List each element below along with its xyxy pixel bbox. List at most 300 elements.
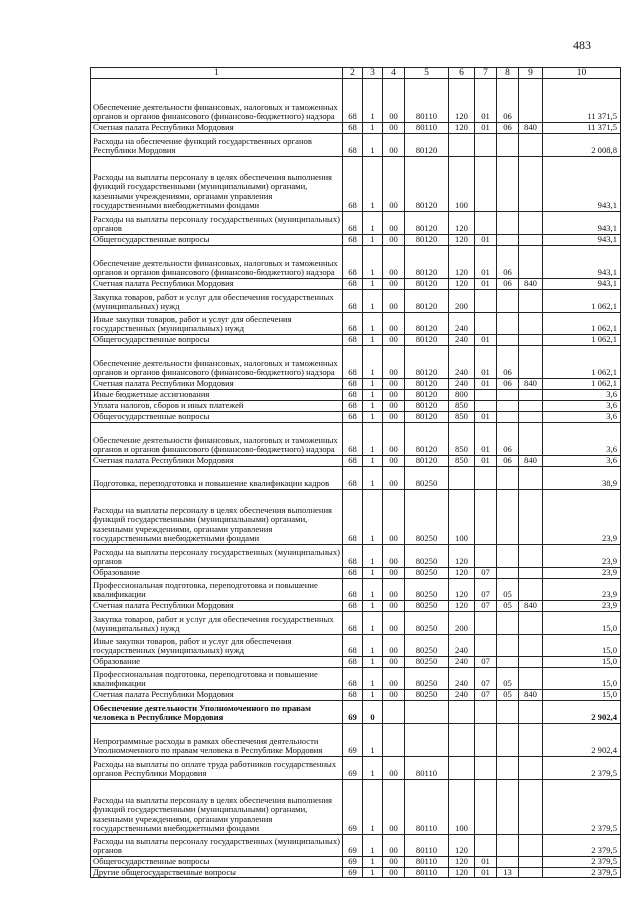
code-cell: 1 (363, 635, 383, 657)
row-name: Образование (91, 568, 343, 579)
amount-cell: 2 379,5 (543, 835, 621, 857)
table-row (91, 635, 621, 657)
amount-cell: 2 379,5 (543, 867, 621, 878)
code-cell (519, 612, 543, 635)
code-cell: 00 (383, 235, 405, 246)
code-cell: 01 (475, 235, 497, 246)
code-cell: 1 (363, 601, 383, 612)
row-name: Расходы на выплаты персоналу государственных (муниципальных) органов (91, 545, 343, 568)
row-name: Расходы на выплаты персоналу в целях обеспечения выполнения функций государственными (муниципальными) органами, казенными учреждениями, органами управления государственными внебюджетными фондами (91, 780, 343, 835)
code-cell (519, 835, 543, 857)
code-cell: 120 (449, 857, 475, 868)
code-cell (475, 467, 497, 490)
code-cell (497, 212, 519, 235)
code-cell: 00 (383, 313, 405, 335)
amount-cell: 3,6 (543, 412, 621, 423)
table-row (91, 123, 621, 134)
code-cell: 69 (343, 857, 363, 868)
table-row (91, 290, 621, 313)
code-cell (475, 757, 497, 780)
code-cell (497, 467, 519, 490)
code-cell: 120 (449, 867, 475, 878)
code-cell: 69 (343, 701, 363, 724)
code-cell: 1 (363, 423, 383, 456)
row-name: Счетная палата Республики Мордовия (91, 690, 343, 701)
code-cell: 00 (383, 123, 405, 134)
table-row (91, 390, 621, 401)
row-name: Расходы на выплаты персоналу в целях обеспечения выполнения функций государственными (муниципальными) органами, казенными учреждениями, органами управления государственными внебюджетными фондами (91, 490, 343, 545)
code-cell: 80250 (405, 612, 449, 635)
code-cell (497, 134, 519, 157)
code-cell (519, 390, 543, 401)
code-cell: 80120 (405, 456, 449, 467)
code-cell: 01 (475, 379, 497, 390)
code-cell: 68 (343, 235, 363, 246)
code-cell: 240 (449, 668, 475, 690)
code-cell: 68 (343, 313, 363, 335)
code-cell (519, 79, 543, 123)
code-cell (475, 313, 497, 335)
code-cell (475, 290, 497, 313)
code-cell: 840 (519, 690, 543, 701)
code-cell: 240 (449, 335, 475, 346)
table-row (91, 867, 621, 878)
code-cell (475, 612, 497, 635)
code-cell: 68 (343, 657, 363, 668)
code-cell: 1 (363, 157, 383, 212)
code-cell (519, 568, 543, 579)
code-cell: 800 (449, 390, 475, 401)
code-cell: 13 (497, 867, 519, 878)
code-cell: 68 (343, 668, 363, 690)
row-name: Образование (91, 657, 343, 668)
row-name: Профессиональная подготовка, переподготовка и повышение квалификации (91, 579, 343, 601)
budget-table (90, 67, 621, 878)
code-cell (497, 490, 519, 545)
code-cell: 840 (519, 456, 543, 467)
table-row (91, 612, 621, 635)
code-cell: 00 (383, 456, 405, 467)
code-cell: 80120 (405, 313, 449, 335)
code-cell: 1 (363, 724, 383, 757)
table-row (91, 467, 621, 490)
code-cell: 07 (475, 568, 497, 579)
code-cell: 00 (383, 545, 405, 568)
code-cell: 00 (383, 423, 405, 456)
code-cell: 80110 (405, 835, 449, 857)
amount-cell: 23,9 (543, 490, 621, 545)
code-cell: 1 (363, 379, 383, 390)
code-cell: 68 (343, 134, 363, 157)
code-cell (497, 568, 519, 579)
code-cell: 00 (383, 290, 405, 313)
table-row (91, 757, 621, 780)
page-number: 483 (573, 38, 591, 52)
code-cell: 1 (363, 123, 383, 134)
code-cell (519, 412, 543, 423)
code-cell: 68 (343, 246, 363, 279)
code-cell: 80250 (405, 635, 449, 657)
amount-cell: 1 062,1 (543, 379, 621, 390)
table-row (91, 134, 621, 157)
code-cell: 68 (343, 346, 363, 379)
code-cell: 06 (497, 346, 519, 379)
code-cell (497, 701, 519, 724)
code-cell (475, 490, 497, 545)
code-cell: 69 (343, 724, 363, 757)
code-cell (519, 423, 543, 456)
code-cell: 1 (363, 401, 383, 412)
row-name: Расходы на выплаты персоналу государственных (муниципальных) органов (91, 835, 343, 857)
code-cell: 01 (475, 123, 497, 134)
code-cell: 1 (363, 612, 383, 635)
code-cell: 120 (449, 123, 475, 134)
code-cell (475, 780, 497, 835)
code-cell: 06 (497, 423, 519, 456)
code-cell: 80110 (405, 867, 449, 878)
code-cell: 00 (383, 657, 405, 668)
code-cell: 00 (383, 780, 405, 835)
code-cell: 06 (497, 246, 519, 279)
code-cell: 69 (343, 780, 363, 835)
code-cell (449, 757, 475, 780)
code-cell: 840 (519, 123, 543, 134)
code-cell: 00 (383, 467, 405, 490)
code-cell (519, 335, 543, 346)
code-cell: 00 (383, 79, 405, 123)
code-cell (519, 401, 543, 412)
code-cell: 80120 (405, 423, 449, 456)
row-name: Счетная палата Республики Мордовия (91, 123, 343, 134)
row-name: Другие общегосударственные вопросы (91, 867, 343, 878)
code-cell: 840 (519, 379, 543, 390)
code-cell (519, 701, 543, 724)
amount-cell: 943,1 (543, 157, 621, 212)
table-row (91, 346, 621, 379)
amount-cell: 2 902,4 (543, 724, 621, 757)
code-cell: 05 (497, 690, 519, 701)
table-row (91, 657, 621, 668)
code-cell: 850 (449, 401, 475, 412)
code-cell: 1 (363, 212, 383, 235)
code-cell: 120 (449, 579, 475, 601)
code-cell: 00 (383, 668, 405, 690)
row-name: Профессиональная подготовка, переподготовка и повышение квалификации (91, 668, 343, 690)
code-cell: 80250 (405, 568, 449, 579)
code-cell: 120 (449, 835, 475, 857)
code-cell: 1 (363, 668, 383, 690)
code-cell: 80120 (405, 379, 449, 390)
code-cell: 00 (383, 867, 405, 878)
amount-cell: 15,0 (543, 668, 621, 690)
code-cell: 1 (363, 690, 383, 701)
code-cell: 1 (363, 657, 383, 668)
row-name: Обеспечение деятельности финансовых, налоговых и таможенных органов и органов финансового (финансово-бюджетного) надзора (91, 423, 343, 456)
code-cell: 80120 (405, 346, 449, 379)
code-cell: 68 (343, 579, 363, 601)
code-cell (449, 701, 475, 724)
code-cell: 240 (449, 313, 475, 335)
code-cell: 07 (475, 668, 497, 690)
code-cell (519, 867, 543, 878)
code-cell: 1 (363, 757, 383, 780)
code-cell (475, 134, 497, 157)
code-cell: 68 (343, 390, 363, 401)
code-cell (475, 724, 497, 757)
code-cell (475, 157, 497, 212)
code-cell: 00 (383, 612, 405, 635)
code-cell: 840 (519, 601, 543, 612)
code-cell: 06 (497, 123, 519, 134)
table-row (91, 379, 621, 390)
amount-cell: 2 902,4 (543, 701, 621, 724)
code-cell: 00 (383, 579, 405, 601)
code-cell (497, 545, 519, 568)
code-cell: 120 (449, 545, 475, 568)
code-cell: 80110 (405, 780, 449, 835)
code-cell: 80110 (405, 79, 449, 123)
code-cell (497, 635, 519, 657)
row-name: Обеспечение деятельности финансовых, налоговых и таможенных органов и органов финансового (финансово-бюджетного) надзора (91, 79, 343, 123)
code-cell: 00 (383, 401, 405, 412)
code-cell: 1 (363, 467, 383, 490)
table-row (91, 724, 621, 757)
code-cell: 01 (475, 279, 497, 290)
amount-cell: 2 379,5 (543, 857, 621, 868)
code-cell: 68 (343, 290, 363, 313)
row-name: Расходы на выплаты по оплате труда работников государственных органов Республики Мордовия (91, 757, 343, 780)
code-cell: 68 (343, 467, 363, 490)
code-cell: 68 (343, 456, 363, 467)
code-cell: 69 (343, 835, 363, 857)
header-cell: 7 (475, 68, 497, 79)
code-cell: 850 (449, 456, 475, 467)
row-name: Общегосударственные вопросы (91, 235, 343, 246)
amount-cell: 943,1 (543, 235, 621, 246)
amount-cell: 2 379,5 (543, 757, 621, 780)
code-cell: 120 (449, 212, 475, 235)
code-cell: 80250 (405, 601, 449, 612)
code-cell: 80110 (405, 123, 449, 134)
code-cell (475, 545, 497, 568)
code-cell (475, 390, 497, 401)
code-cell: 80120 (405, 390, 449, 401)
code-cell: 120 (449, 235, 475, 246)
code-cell: 07 (475, 579, 497, 601)
code-cell: 80110 (405, 757, 449, 780)
amount-cell: 2 379,5 (543, 780, 621, 835)
row-name: Счетная палата Республики Мордовия (91, 279, 343, 290)
code-cell: 80120 (405, 279, 449, 290)
code-cell: 240 (449, 379, 475, 390)
code-cell: 1 (363, 79, 383, 123)
code-cell: 68 (343, 212, 363, 235)
code-cell: 68 (343, 335, 363, 346)
code-cell: 120 (449, 279, 475, 290)
table-row (91, 668, 621, 690)
code-cell: 100 (449, 157, 475, 212)
header-cell: 9 (519, 68, 543, 79)
header-cell: 5 (405, 68, 449, 79)
code-cell (519, 757, 543, 780)
table-row (91, 857, 621, 868)
code-cell: 00 (383, 212, 405, 235)
code-cell (519, 346, 543, 379)
table-row (91, 401, 621, 412)
code-cell (497, 235, 519, 246)
code-cell: 1 (363, 545, 383, 568)
amount-cell: 1 062,1 (543, 313, 621, 335)
code-cell: 00 (383, 279, 405, 290)
table-row (91, 313, 621, 335)
code-cell (475, 835, 497, 857)
code-cell: 1 (363, 290, 383, 313)
code-cell: 00 (383, 134, 405, 157)
code-cell: 100 (449, 490, 475, 545)
code-cell (497, 290, 519, 313)
code-cell: 1 (363, 346, 383, 379)
code-cell: 01 (475, 423, 497, 456)
code-cell: 06 (497, 379, 519, 390)
code-cell: 68 (343, 379, 363, 390)
code-cell: 1 (363, 780, 383, 835)
code-cell: 00 (383, 757, 405, 780)
code-cell (519, 157, 543, 212)
code-cell: 68 (343, 690, 363, 701)
code-cell: 01 (475, 346, 497, 379)
code-cell: 1 (363, 313, 383, 335)
code-cell: 05 (497, 601, 519, 612)
code-cell: 1 (363, 235, 383, 246)
code-cell (519, 290, 543, 313)
code-cell: 100 (449, 780, 475, 835)
code-cell: 80250 (405, 545, 449, 568)
code-cell (519, 579, 543, 601)
table-row (91, 490, 621, 545)
code-cell (519, 780, 543, 835)
amount-cell: 23,9 (543, 601, 621, 612)
amount-cell: 15,0 (543, 612, 621, 635)
row-name: Расходы на выплаты персоналу государственных (муниципальных) органов (91, 212, 343, 235)
code-cell: 68 (343, 279, 363, 290)
table-row (91, 690, 621, 701)
code-cell: 05 (497, 668, 519, 690)
table-row (91, 423, 621, 456)
row-name: Уплата налогов, сборов и иных платежей (91, 401, 343, 412)
code-cell (497, 857, 519, 868)
amount-cell: 943,1 (543, 212, 621, 235)
code-cell: 80250 (405, 690, 449, 701)
code-cell: 07 (475, 657, 497, 668)
table-row (91, 412, 621, 423)
code-cell (519, 657, 543, 668)
code-cell (383, 724, 405, 757)
code-cell: 07 (475, 601, 497, 612)
code-cell (497, 412, 519, 423)
code-cell: 1 (363, 857, 383, 868)
header-cell: 4 (383, 68, 405, 79)
table-row (91, 246, 621, 279)
amount-cell: 1 062,1 (543, 335, 621, 346)
code-cell (497, 390, 519, 401)
code-cell: 850 (449, 412, 475, 423)
code-cell: 1 (363, 579, 383, 601)
code-cell: 00 (383, 390, 405, 401)
header-cell: 8 (497, 68, 519, 79)
code-cell: 1 (363, 835, 383, 857)
amount-cell: 11 371,5 (543, 123, 621, 134)
code-cell: 69 (343, 757, 363, 780)
code-cell: 1 (363, 490, 383, 545)
code-cell: 68 (343, 157, 363, 212)
code-cell: 01 (475, 79, 497, 123)
code-cell (519, 635, 543, 657)
row-name: Непрограммные расходы в рамках обеспечения деятельности Уполномоченного по правам человека в Республике Мордовия (91, 724, 343, 757)
code-cell: 68 (343, 490, 363, 545)
amount-cell: 38,9 (543, 467, 621, 490)
code-cell (519, 212, 543, 235)
row-name: Обеспечение деятельности финансовых, налоговых и таможенных органов и органов финансового (финансово-бюджетного) надзора (91, 346, 343, 379)
code-cell (519, 235, 543, 246)
code-cell: 850 (449, 423, 475, 456)
code-cell: 00 (383, 490, 405, 545)
table-row (91, 568, 621, 579)
table-row (91, 212, 621, 235)
code-cell: 240 (449, 657, 475, 668)
code-cell: 80250 (405, 490, 449, 545)
table-row (91, 79, 621, 123)
row-name: Иные закупки товаров, работ и услуг для обеспечения государственных (муниципальных) нужд (91, 635, 343, 657)
table-header-row (91, 68, 621, 79)
code-cell: 00 (383, 601, 405, 612)
code-cell (475, 635, 497, 657)
amount-cell: 15,0 (543, 635, 621, 657)
code-cell: 68 (343, 412, 363, 423)
table-row (91, 835, 621, 857)
code-cell (475, 212, 497, 235)
row-name: Общегосударственные вопросы (91, 412, 343, 423)
amount-cell: 1 062,1 (543, 290, 621, 313)
row-name: Закупка товаров, работ и услуг для обеспечения государственных (муниципальных) нужд (91, 612, 343, 635)
table-body (91, 79, 621, 878)
code-cell: 01 (475, 246, 497, 279)
table-row (91, 601, 621, 612)
code-cell: 80120 (405, 134, 449, 157)
table-row (91, 157, 621, 212)
table-row (91, 335, 621, 346)
code-cell: 06 (497, 456, 519, 467)
table-row (91, 579, 621, 601)
code-cell: 00 (383, 157, 405, 212)
code-cell: 240 (449, 346, 475, 379)
table-row (91, 456, 621, 467)
code-cell: 80250 (405, 467, 449, 490)
amount-cell: 11 371,5 (543, 79, 621, 123)
header-cell: 2 (343, 68, 363, 79)
code-cell (497, 780, 519, 835)
code-cell: 68 (343, 635, 363, 657)
code-cell (519, 668, 543, 690)
code-cell: 68 (343, 545, 363, 568)
code-cell: 120 (449, 601, 475, 612)
code-cell (519, 724, 543, 757)
code-cell: 840 (519, 279, 543, 290)
amount-cell: 3,6 (543, 423, 621, 456)
code-cell: 01 (475, 412, 497, 423)
code-cell: 00 (383, 346, 405, 379)
code-cell: 240 (449, 635, 475, 657)
table-row (91, 545, 621, 568)
